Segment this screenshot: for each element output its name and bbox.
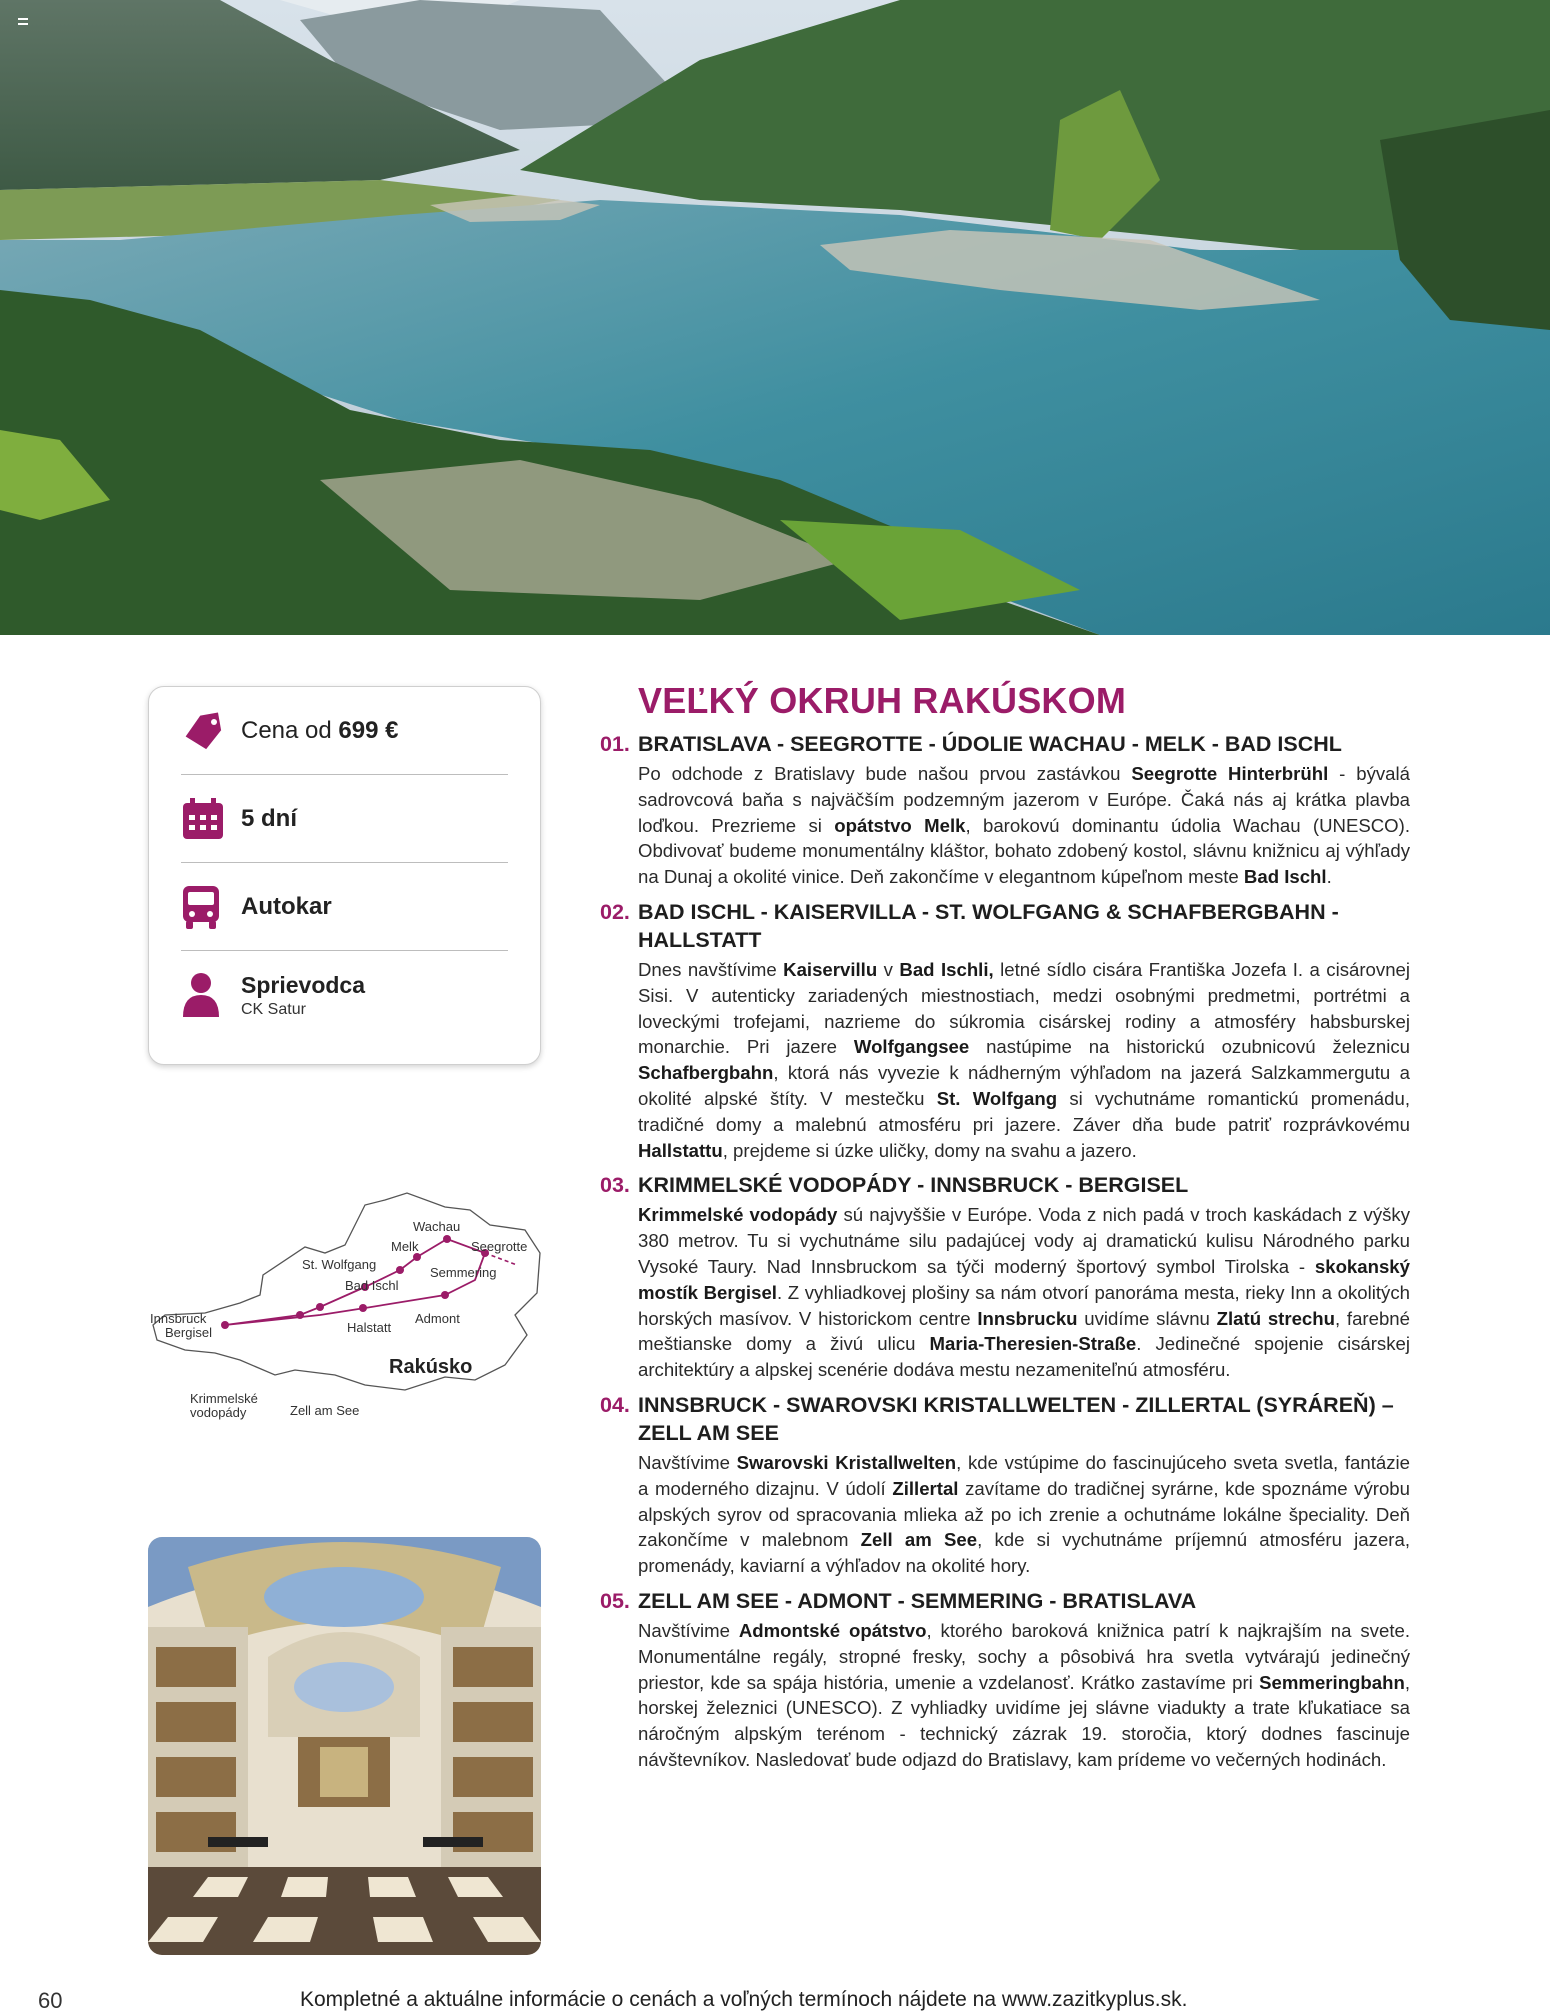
- guide-row: [181, 951, 508, 1039]
- day-title: INNSBRUCK - SWAROVSKI KRISTALLWELTEN - ZILLERTAL (SYRÁREŇ) – ZELL AM SEE: [638, 1392, 1394, 1445]
- map-label: vodopády: [190, 1405, 247, 1420]
- guide-title: Sprievodca: [241, 971, 365, 998]
- map-label: Bad Ischl: [345, 1278, 399, 1293]
- day-description: [638, 761, 1410, 890]
- day-section: [600, 1391, 1410, 1579]
- map-label: Seegrotte: [471, 1239, 528, 1254]
- highlight-text: Wolfgangsee: [853, 1036, 970, 1058]
- body-text: Navštívime: [638, 1451, 737, 1473]
- duration-text: 5 dní: [241, 804, 298, 832]
- body-text: nastúpime na historickú ozubnicovú železnicu: [969, 1036, 1410, 1058]
- highlight-text: Semmeringbahn: [1259, 1671, 1405, 1693]
- price-text: Cena od 699 €: [241, 716, 399, 744]
- body-text: . Jedinečné spojenie cisárskej architektúry a alpskej scenérie dodáva mestu nezameniteľnú atmosféru.: [638, 1333, 1410, 1381]
- highlight-text: Bad Ischli,: [899, 958, 994, 980]
- body-text: Navštívime: [638, 1619, 739, 1641]
- day-description: [638, 957, 1410, 1163]
- body-text: , horskej železnici (UNESCO). Z vyhliadky uvidíme jej slávne viadukty a trate kľukatiace sa náročným alpským terénom - technický zázrak 19. storočia, ktorý dodnes fascinuje návštevníkov. Nasledovať bude odjazd do Bratislavy, kam prídeme vo večerných hodinách.: [638, 1671, 1410, 1770]
- day-title: KRIMMELSKÉ VODOPÁDY - INNSBRUCK - BERGISEL: [638, 1173, 1189, 1198]
- map-label: Halstatt: [347, 1320, 392, 1335]
- body-text: v: [877, 958, 900, 980]
- day-number: 05.: [600, 1588, 630, 1613]
- highlight-text: Kaiservillu: [783, 958, 878, 980]
- day-description: [638, 1202, 1410, 1383]
- map-label: Krimmelské: [190, 1391, 258, 1406]
- day-section: [600, 730, 1410, 890]
- map-label: Bergisel: [165, 1325, 212, 1340]
- map-label: Zell am See: [290, 1403, 360, 1418]
- trip-info-card: [148, 686, 541, 1065]
- body-text: si vychutnáme romantickú promenádu, tradičné domy a malebnú atmosféru pri jazere. Záver dňa bude patriť rozprávkovému: [638, 1087, 1410, 1135]
- day-description: [638, 1618, 1410, 1773]
- day-section: [600, 1171, 1410, 1383]
- body-text: , ktorého baroková knižnica patrí k najkrajším na svete. Monumentálne regály, stropné fresky, sochy a pôsobivá hra svetla vytvárajú jedinečný priestor, kde sa spája história, umenie a vzdelanosť. Krátko zastavíme pri: [638, 1619, 1410, 1693]
- body-text: zavítame do tradičnej syrárne, kde spoznáme výrobu alpských syrov od spracovania mlieka až po ich zrenie a ochutnáme lokálne špeciality. Deň zakončíme v malebnom: [638, 1477, 1410, 1551]
- highlight-text: St. Wolfgang: [936, 1087, 1058, 1109]
- person-icon: [181, 971, 241, 1019]
- guide-subtitle: CK Satur: [241, 1000, 306, 1018]
- day-title: BRATISLAVA - SEEGROTTE - ÚDOLIE WACHAU - MELK - BAD ISCHL: [638, 732, 1342, 756]
- highlight-text: Innsbrucku: [977, 1307, 1078, 1329]
- highlight-text: Admontské opátstvo: [738, 1619, 927, 1641]
- body-text: .: [1326, 866, 1332, 888]
- body-text: sú najvyššie v Európe. Voda z nich padá v troch kaskádach z výšky 380 metrov. Tu si vychutnáme silu padajúcej vody aj dramatickú kulisu Národného parku Vysoké Taury. Nad Innsbruckom sa týči moderný športový symbol Tirolska -: [638, 1204, 1411, 1277]
- bus-icon: [181, 884, 241, 930]
- footer-note: Kompletné a aktuálne informácie o cenách a voľných termínoch nájdete na www.zazitkyplus.sk.: [300, 1988, 1188, 2011]
- day-heading: [600, 898, 1410, 954]
- map-country-label: Rakúsko: [389, 1356, 473, 1378]
- day-heading: [600, 1171, 1410, 1199]
- highlight-text: Schafbergbahn: [638, 1062, 774, 1084]
- highlight-text: Bad Ischl: [1243, 866, 1327, 888]
- highlight-text: opátstvo Melk: [834, 814, 966, 836]
- day-heading: [600, 1391, 1410, 1447]
- day-title: BAD ISCHL - KAISERVILLA - ST. WOLFGANG & SCHAFBERGBAHN - HALLSTATT: [638, 899, 1339, 952]
- guide-text: [241, 972, 365, 1019]
- map-label: Semmering: [430, 1265, 497, 1280]
- day-section: [600, 1587, 1410, 1773]
- day-section: [600, 898, 1410, 1163]
- body-text: uvidíme slávnu: [1077, 1307, 1217, 1329]
- itinerary: [600, 680, 1410, 1773]
- highlight-text: Hallstattu: [638, 1139, 723, 1161]
- body-text: , ktorá nás vyvezie k nádherným výhľadom na jazerá Salzkammergutu a okolité alpské štíty. V mestečku: [638, 1062, 1410, 1109]
- highlight-text: Krimmelské vodopády: [638, 1204, 838, 1226]
- map-label: Innsbruck: [150, 1311, 207, 1326]
- page-number: 60: [38, 1988, 63, 2013]
- calendar-icon: [181, 797, 241, 841]
- map-label: Melk: [391, 1239, 419, 1254]
- body-text: Po odchode z Bratislavy bude našou prvou zastávkou: [638, 763, 1132, 784]
- duration-row: [181, 775, 508, 863]
- body-text: , kde vstúpime do fascinujúceho sveta svetla, fantázie a moderného dizajnu. V údolí: [638, 1451, 1410, 1499]
- body-text: , barokovú dominantu údolia Wachau (UNESCO). Obdivovať budeme monumentálny kláštor, bohato zdobený kostol, slávnu knižnicu aj výhľady na Dunaj a okolité vinice. Deň zakončíme v elegantnom kúpeľnom meste: [638, 814, 1410, 888]
- map-label: Wachau: [413, 1219, 461, 1234]
- price-row: [181, 687, 508, 775]
- library-photo: [148, 1537, 541, 1955]
- highlight-text: Swarovski Kristallwelten: [736, 1451, 957, 1473]
- body-text: , kde si vychutnáme príjemnú atmosféru jazera, promenády, kaviarní a výhľadov na okolité hory.: [638, 1529, 1410, 1577]
- transport-row: [181, 863, 508, 951]
- day-number: 02.: [600, 899, 630, 924]
- highlight-text: skokanský mostík Bergisel: [638, 1255, 1410, 1303]
- day-number: 03.: [600, 1173, 630, 1198]
- highlight-text: Zlatú strechu: [1216, 1307, 1335, 1329]
- transport-text: Autokar: [241, 892, 332, 920]
- page-title: VEĽKÝ OKRUH RAKÚSKOM: [638, 680, 1127, 721]
- highlight-text: Zillertal: [892, 1477, 959, 1499]
- map-label: Admont: [415, 1311, 460, 1326]
- day-list: [600, 730, 1410, 1773]
- body-text: , farebné meštianske domy a živú ulicu: [638, 1307, 1410, 1355]
- body-text: Dnes navštívime: [638, 958, 784, 980]
- hero-lake-photo: [0, 0, 1550, 635]
- highlight-text: Maria-Theresien-Straße: [929, 1333, 1137, 1355]
- route-map: [145, 1175, 545, 1435]
- map-label: St. Wolfgang: [302, 1257, 377, 1272]
- highlight-text: Zell am See: [860, 1529, 978, 1551]
- price-tag-icon: [181, 711, 241, 751]
- day-heading: [600, 730, 1410, 758]
- day-title: ZELL AM SEE - ADMONT - SEMMERING - BRATISLAVA: [638, 1588, 1197, 1613]
- body-text: . Z vyhliadkovej plošiny sa nám otvorí panoráma mesta, rieky Inn a okolitých horských masívov. V historickom centre: [638, 1281, 1410, 1329]
- menu-icon[interactable]: [18, 18, 28, 25]
- body-text: - bývalá sadrovcová baňa s najväčším podzemným jazerom v Európe. Čaká nás aj krátka plavba loďkou. Prezrieme si: [638, 763, 1410, 836]
- day-number: 04.: [600, 1392, 630, 1417]
- day-description: [638, 1450, 1410, 1579]
- body-text: , prejdeme si úzke uličky, domy na svahu a jazero.: [722, 1139, 1137, 1161]
- highlight-text: Seegrotte Hinterbrühl: [1131, 763, 1329, 784]
- body-text: letné sídlo cisára Františka Jozefa I. a cisárovnej Sisi. V autenticky zariadených miestnostiach, medzi osobnými predmetmi, portrétmi a loveckými trofejami, nazrieme do súkromia cisárskej rodiny a atmosféry habsburskej monarchie. Pri jazere: [638, 958, 1411, 1058]
- day-heading: [600, 1587, 1410, 1615]
- day-number: 01.: [600, 732, 630, 756]
